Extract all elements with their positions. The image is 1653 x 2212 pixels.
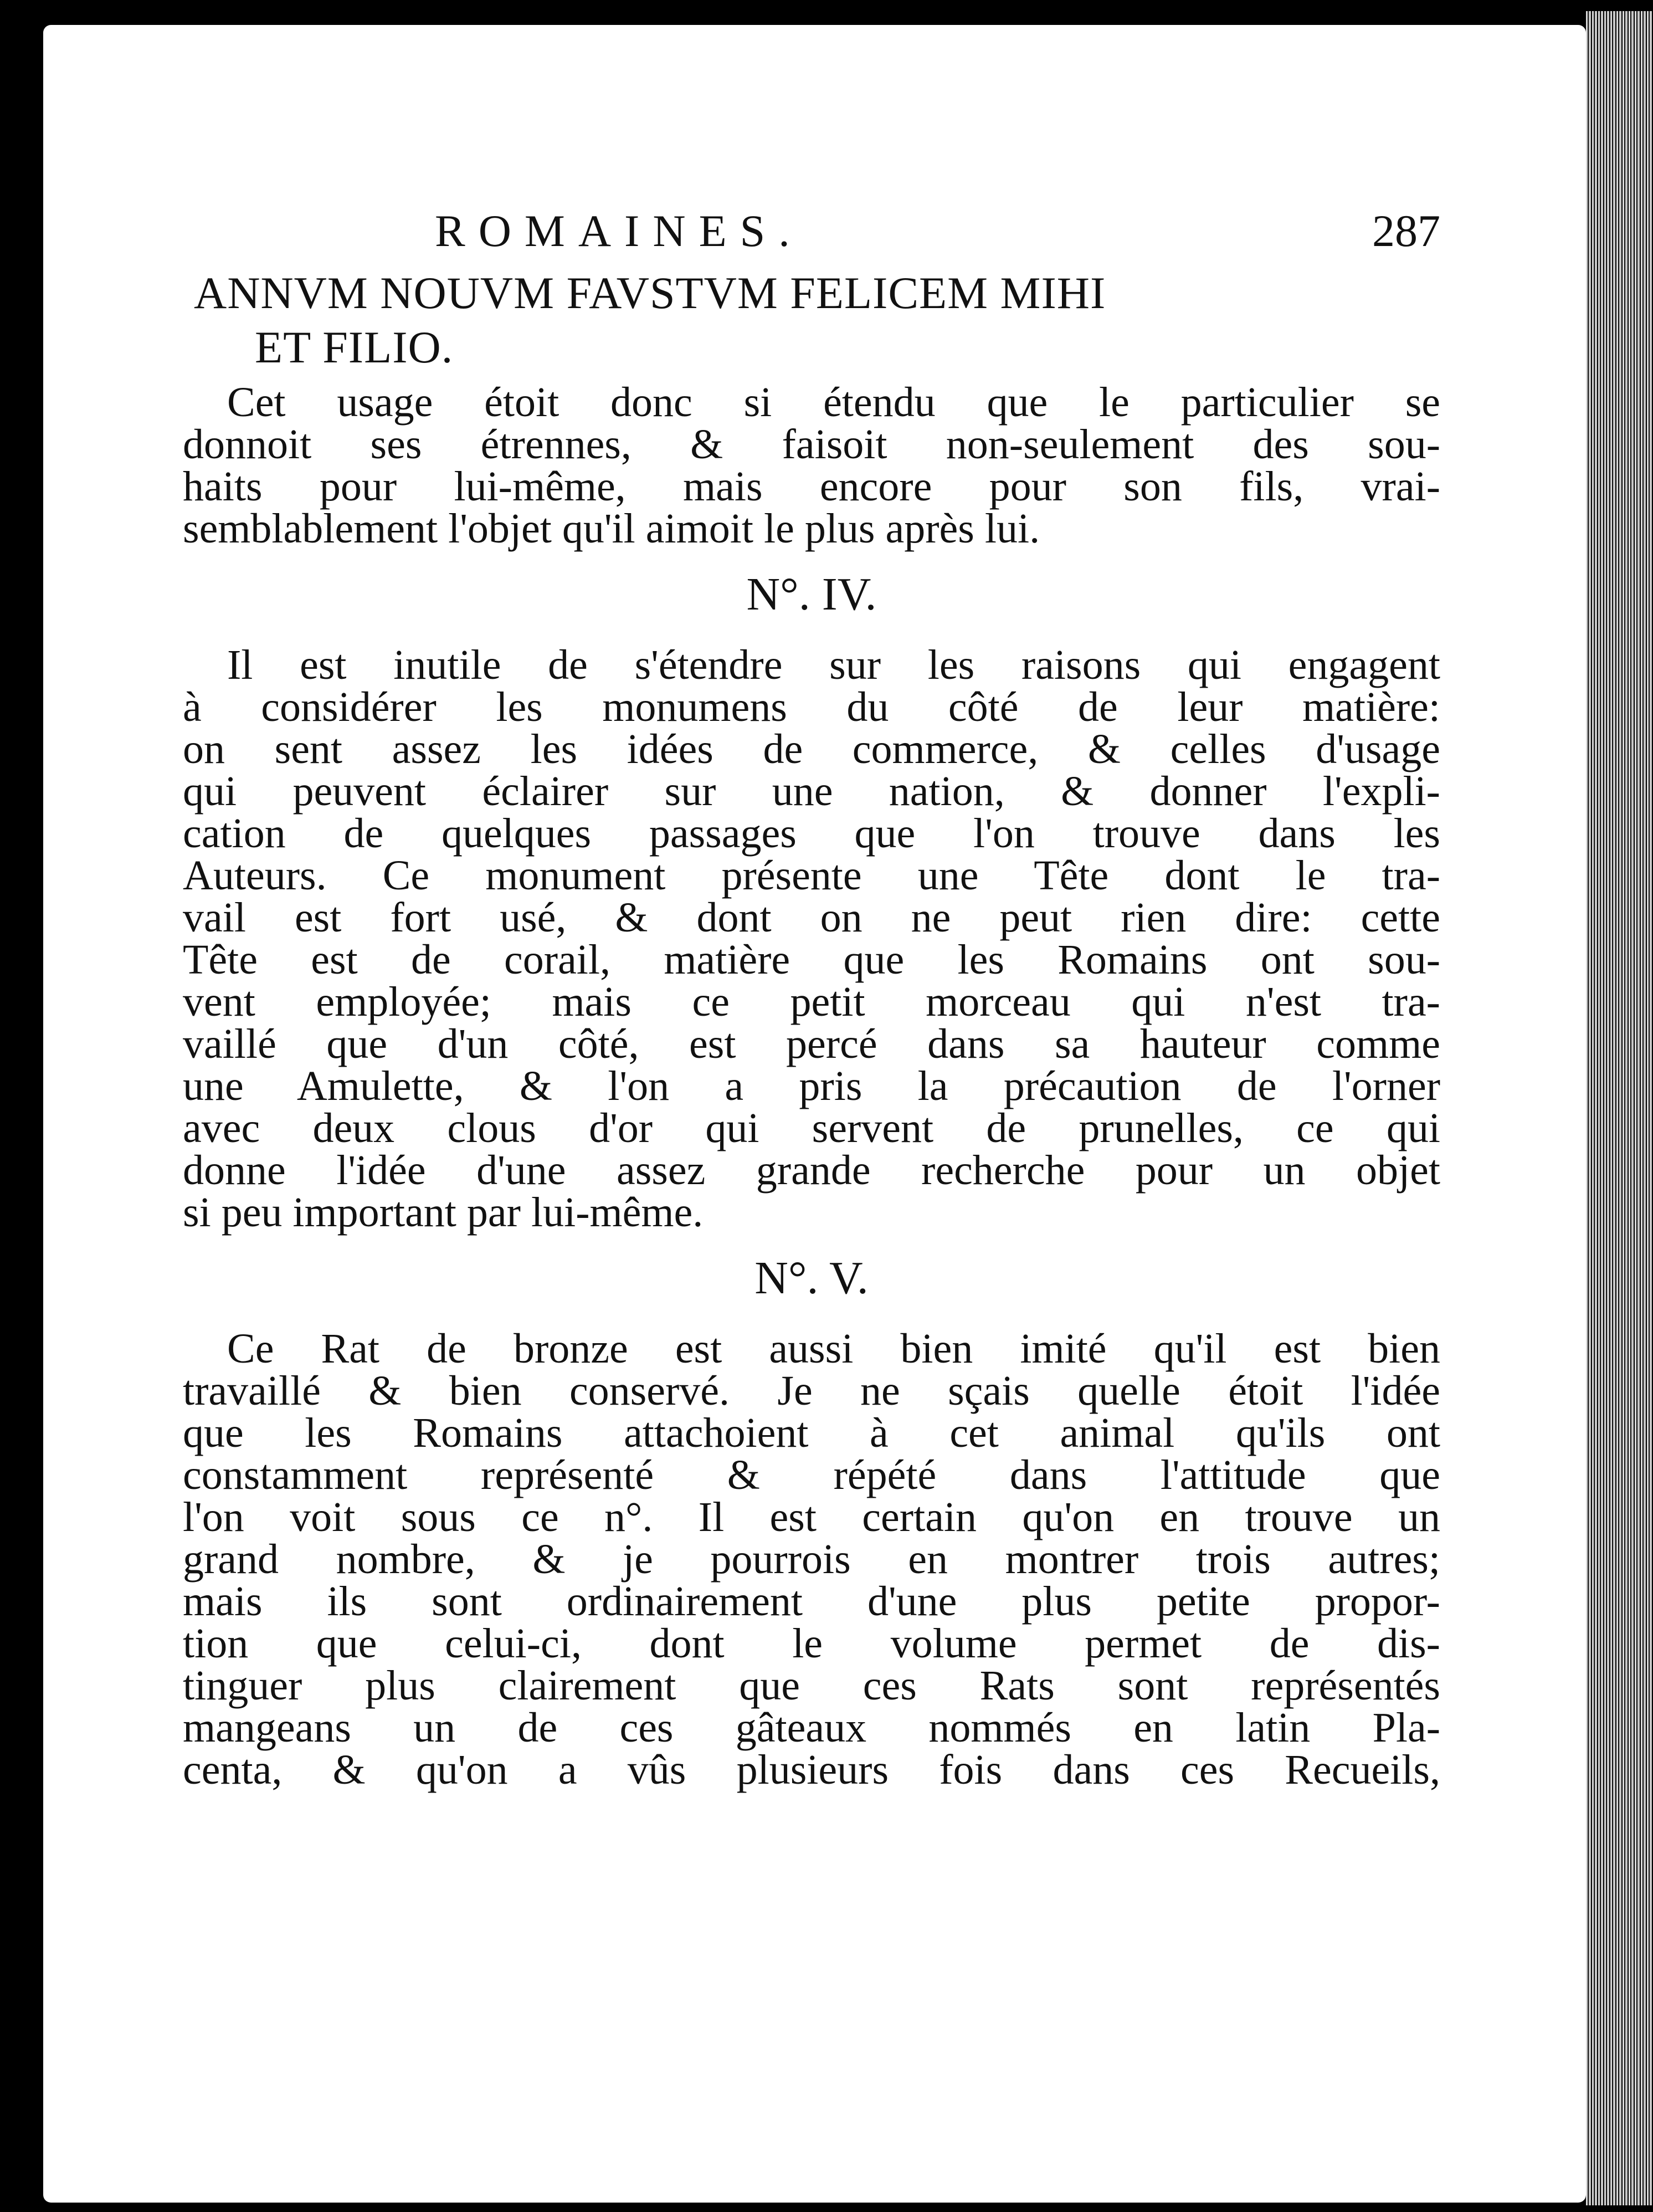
text-line: on sent assez les idées de commerce, & celles d'usage <box>183 726 1440 772</box>
text-line: l'on voit sous ce n°. Il est certain qu'on en trouve un <box>183 1494 1440 1540</box>
text-line: grand nombre, & je pourrois en montrer trois autres; <box>183 1536 1440 1583</box>
text-line: cation de quelques passages que l'on trouve dans les <box>183 810 1440 857</box>
section-heading-v: N°. V. <box>754 1252 869 1304</box>
page-edge <box>1586 11 1653 2205</box>
text-line: Ce Rat de bronze est aussi bien imité qu'il est bien <box>227 1325 1440 1372</box>
text-line: centa, & qu'on a vûs plusieurs fois dans ces Recueils, <box>183 1747 1440 1793</box>
inscription-line-1: ANNVM NOUVM FAVSTVM FELICEM MIHI <box>194 268 1106 318</box>
running-title: ROMAINES. <box>435 206 803 256</box>
text-line: haits pour lui-même, mais encore pour son fils, vrai- <box>183 463 1440 510</box>
text-line: vent employée; mais ce petit morceau qui n'est tra- <box>183 979 1440 1025</box>
text-line: travaillé & bien conservé. Je ne sçais quelle étoit l'idée <box>183 1368 1440 1414</box>
text-line: à considérer les monumens du côté de leur matière: <box>183 684 1440 730</box>
page-text-block <box>183 205 1440 1791</box>
text-line: que les Romains attachoient à cet animal qu'ils ont <box>183 1410 1440 1456</box>
running-head <box>183 205 1440 266</box>
text-line: avec deux clous d'or qui servent de prunelles, ce qui <box>183 1105 1440 1151</box>
text-line: tion que celui-ci, dont le volume permet de dis- <box>183 1620 1440 1667</box>
paragraph-2 <box>183 642 1440 1236</box>
text-line: qui peuvent éclairer sur une nation, & donner l'expli- <box>183 768 1440 815</box>
text-line: mais ils sont ordinairement d'une plus petite propor- <box>183 1578 1440 1625</box>
paragraph-1 <box>183 381 1440 550</box>
text-line: vaillé que d'un côté, est percé dans sa hauteur comme <box>183 1021 1440 1067</box>
text-line: vail est fort usé, & dont on ne peut rien dire: cette <box>183 894 1440 941</box>
text-line: Tête est de corail, matière que les Romains ont sou- <box>183 936 1440 983</box>
text-line: Il est inutile de s'étendre sur les raisons qui engagent <box>227 642 1440 688</box>
text-line: Auteurs. Ce monument présente une Tête dont le tra- <box>183 852 1440 899</box>
text-line: Cet usage étoit donc si étendu que le particulier se <box>227 379 1440 426</box>
text-line: si peu important par lui-même. <box>183 1189 704 1236</box>
section-heading-iv: N°. IV. <box>746 569 877 620</box>
inscription-line-2: ET FILIO. <box>255 322 454 372</box>
text-line: une Amulette, & l'on a pris la précaution de l'orner <box>183 1063 1440 1109</box>
paragraph-3 <box>183 1325 1440 1793</box>
text-line: donne l'idée d'une assez grande recherche pour un objet <box>183 1147 1440 1194</box>
text-line: constamment représenté & répété dans l'attitude que <box>183 1452 1440 1498</box>
text-line: semblablement l'objet qu'il aimoit le plus après lui. <box>183 505 1040 552</box>
inscription <box>194 266 1440 375</box>
text-line: tinguer plus clairement que ces Rats sont représentés <box>183 1662 1440 1709</box>
text-line: donnoit ses étrennes, & faisoit non-seulement des sou- <box>183 421 1440 468</box>
text-line: mangeans un de ces gâteaux nommés en latin Pla- <box>183 1704 1440 1751</box>
page-number: 287 <box>1372 206 1440 256</box>
